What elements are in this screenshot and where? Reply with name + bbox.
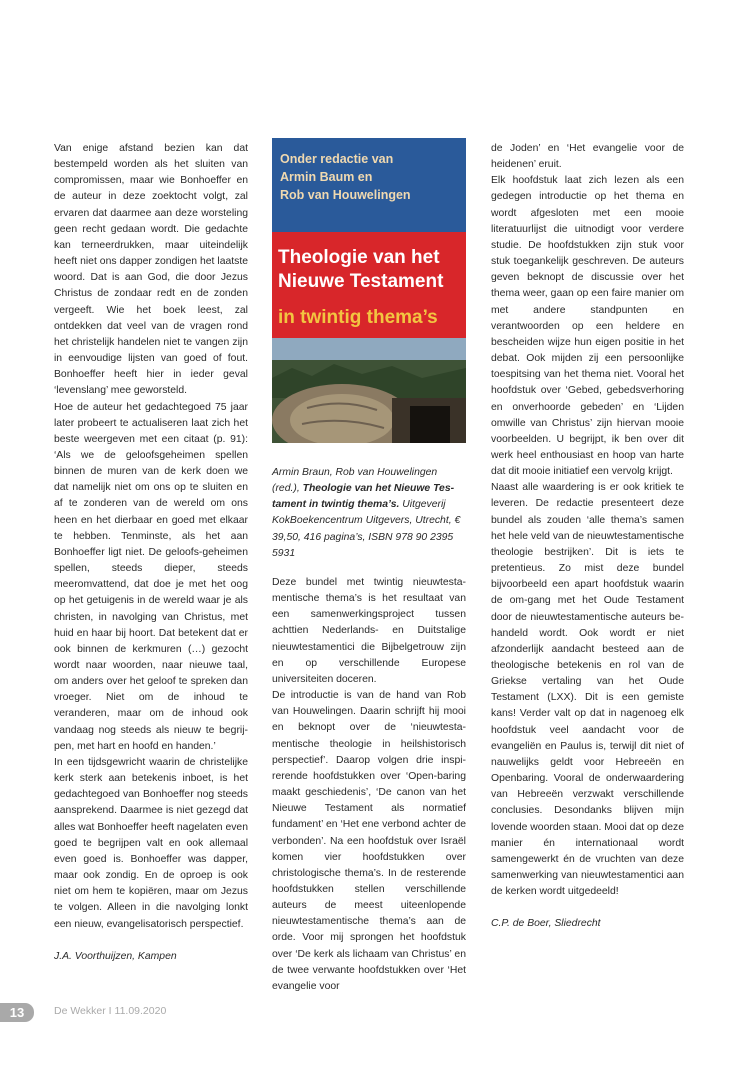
reviewer-signature: J.A. Voorthuijzen, Kampen	[54, 950, 177, 962]
cover-photo	[272, 338, 466, 443]
reviewer-signature: C.P. de Boer, Sliedrecht	[491, 918, 601, 930]
paragraph: De introductie is van de hand van Rob van Houwelingen. Daarin schrijft hij mooi en beknopt over de ‘nieuwtesta-mentische theologie in heilshistorisch perspectief’. Daarop volgen drie inspi-rerende hoofdstukken over ‘Open-baring maakt geschiedenis’, ‘De canon van het Nieuwe Testament als normatief fundament’ en ‘Het ene verbond achter de verbonden’. Na een hoofdstuk over Israël komen vier hoofdstukken over christologische thema’s. In de resterende hoofdstukken stellen verschillende auteurs de meest uiteenlopende nieuwtestamentische thema’s aan de orde. Voor mij sprongen het hoofdstuk over ‘De kerk als lichaam van Christus’ en de twee verwante hoofdstukken over ‘Het evangelie voor	[272, 690, 466, 992]
cover-title: Theologie van het Nieuwe Testament	[278, 247, 444, 292]
paragraph: In een tijdsgewricht waarin de christelijke kerk sterk aan betekenis inboet, is het gedachtegoed van Bonhoeffer nog steeds aansprekend. Daarmee is niet gezegd dat alles wat Bonhoeffer heeft nagelaten even goed te begrijpen valt en ook allemaal even goed is. Bonhoeffer was dapper, maar ook zondig. En de oproep is ook niet om hem te kopiëren, maar om Jezus te volgen. Alleen in die navolging lonkt een nieuw, evangelisatorisch perspectief.	[54, 756, 248, 930]
book-details: Uitgeverij KokBoekencentrum Uitgevers, Utrecht, € 39,50, 416 pagina’s, ISBN 978 90 2395 5931	[272, 499, 461, 559]
column-1	[54, 141, 248, 965]
column-2	[272, 575, 466, 995]
cover-editors: Onder redactie van Armin Baum en Rob van Houwelingen	[280, 152, 411, 202]
book-cover-image	[272, 138, 466, 443]
publication-name: De Wekker	[54, 1005, 106, 1017]
footer-separator: I	[108, 1005, 112, 1017]
column-3	[491, 141, 684, 933]
book-title: Theologie van het Nieuwe Tes-tament in twintig thema’s.	[272, 483, 455, 511]
paragraph: Elk hoofdstuk laat zich lezen als een gedegen introductie op het thema en wordt afgesloten met een mooie literatuurlijst die uitnodigt voor verdere studie. De hoofdstukken zijn stuk voor stuk toegankelijk geschreven. De auteurs geven beknopt de discussie over het thema weer, gaan op een faire manier om met andere standpunten en verantwoorden op een heldere en bescheiden wijze hun eigen positie in het debat. Ook mijden zij een persoonlijke toespitsing van het thema niet. Vooral het hoofdstuk over ‘Gebed, gebedsverhoring en onverhoorde gebeden’ en ‘Lijden omwille van Christus’ zijn hiervan mooie voorbeelden. U begrijpt, ik ben over dit werk heel enthousiast en hoop van harte dat dit mooie initiatief een vervolg krijgt.	[491, 175, 684, 478]
paragraph: Hoe de auteur het gedachtegoed 75 jaar later probeert te actualiseren laat zich het beste weergeven met een citaat (p. 91): ‘Als we de geloofsgeheimen spellen binnen de muren van de kerk doen we dat namelijk niet om ons op te sluiten en af te zonderen van de wereld om ons heen en het dierbaar en goed met elkaar te hebben. Tenminste, als het aan Bonhoeffer ligt niet. De geloofs-geheimen spellen, steeds dieper, steeds meeromvattend, dat doe je met het oog op het getuigenis in de wereld waar je als christen, in navolging van Christus, met huid en haar bij hoort. Dat betekent dat er ook binnen de kerkmuren (…) gezocht wordt naar woorden, naar nieuwe taal, om anders over het geloof te spreken dan vroeger. Niet om de inhoud te veranderen, maar om de inhoud ook vandaag nog steeds als nieuw te begrij-pen, met hart en hoofd en handen.’	[54, 401, 248, 752]
publication-date: 11.09.2020	[114, 1005, 167, 1017]
book-bibliography	[272, 465, 466, 562]
page-number: 13	[0, 1003, 34, 1022]
cover-subtitle: in twintig thema’s	[278, 307, 438, 328]
footer	[54, 1005, 166, 1017]
book-authors: Armin Braun, Rob van Houwelingen (red.),	[272, 467, 438, 495]
paragraph: Van enige afstand bezien kan dat bestempeld worden als het sluiten van compromissen, maar wie Bonhoeffer en de auteur in deze zoektocht volgt, zal ervaren dat daarmee aan deze worsteling geen recht gedaan wordt. Die gedachte kan terneerdrukken, maar uiteindelijk heeft niet ons dapper zondigen het laatste woord. Dat is aan God, die door Jezus Christus de zondaar redt en de zonden vergeeft. Wie het boek leest, zal ontdekken dat veel van de vragen rond het christelijk handelen niet te vangen zijn in eenvoudige lijsten van goed of fout. Bonhoeffer heeft hier in ieder geval ‘levenslang’ mee geworsteld.	[54, 143, 248, 397]
paragraph: Naast alle waardering is er ook kritiek te leveren. De redactie presenteert deze bundel als zouden ‘alle thema’s samen het hele veld van de nieuwtestamentische theologie bestrijken’. Dit is iets te pretentieus. Zo mist deze bundel bijvoorbeeld een apart hoofdstuk waarin de om-gang met het Oude Testament door de nieuwtestamentische auteurs be-handeld wordt. Ook wordt er niet afzonderlijk aandacht besteed aan de theologische betekenis en rol van de Griekse vertaling van het Oude Testament (LXX). Dit is een gemiste kans! Verder valt op dat in nagenoeg elk hoofdstuk veel aandacht voor de evangeliën en Paulus is, terwijl dit niet of nauwelijks geldt voor Hebreeën en Openbaring. Vooral de onderwaardering van Hebreeën verzwakt verschillende conclusies. Desondanks blijven mijn lovende woorden staan. Mooi dat op deze manier én internationaal wordt samengewerkt én de vruchten van deze samenwerking van nieuwtestamentici aan de kerken wordt uitgedeeld!	[491, 482, 684, 898]
paragraph: Deze bundel met twintig nieuwtesta-mentische thema’s is het resultaat van een samenwerkingsproject tussen achttien Nederlands- en Duitstalige nieuwtestamentici die Bijbelgetrouw zijn en op verschillende Europese universiteiten doceren.	[272, 577, 466, 685]
paragraph: de Joden’ en ‘Het evangelie voor de heidenen’ eruit.	[491, 143, 684, 171]
